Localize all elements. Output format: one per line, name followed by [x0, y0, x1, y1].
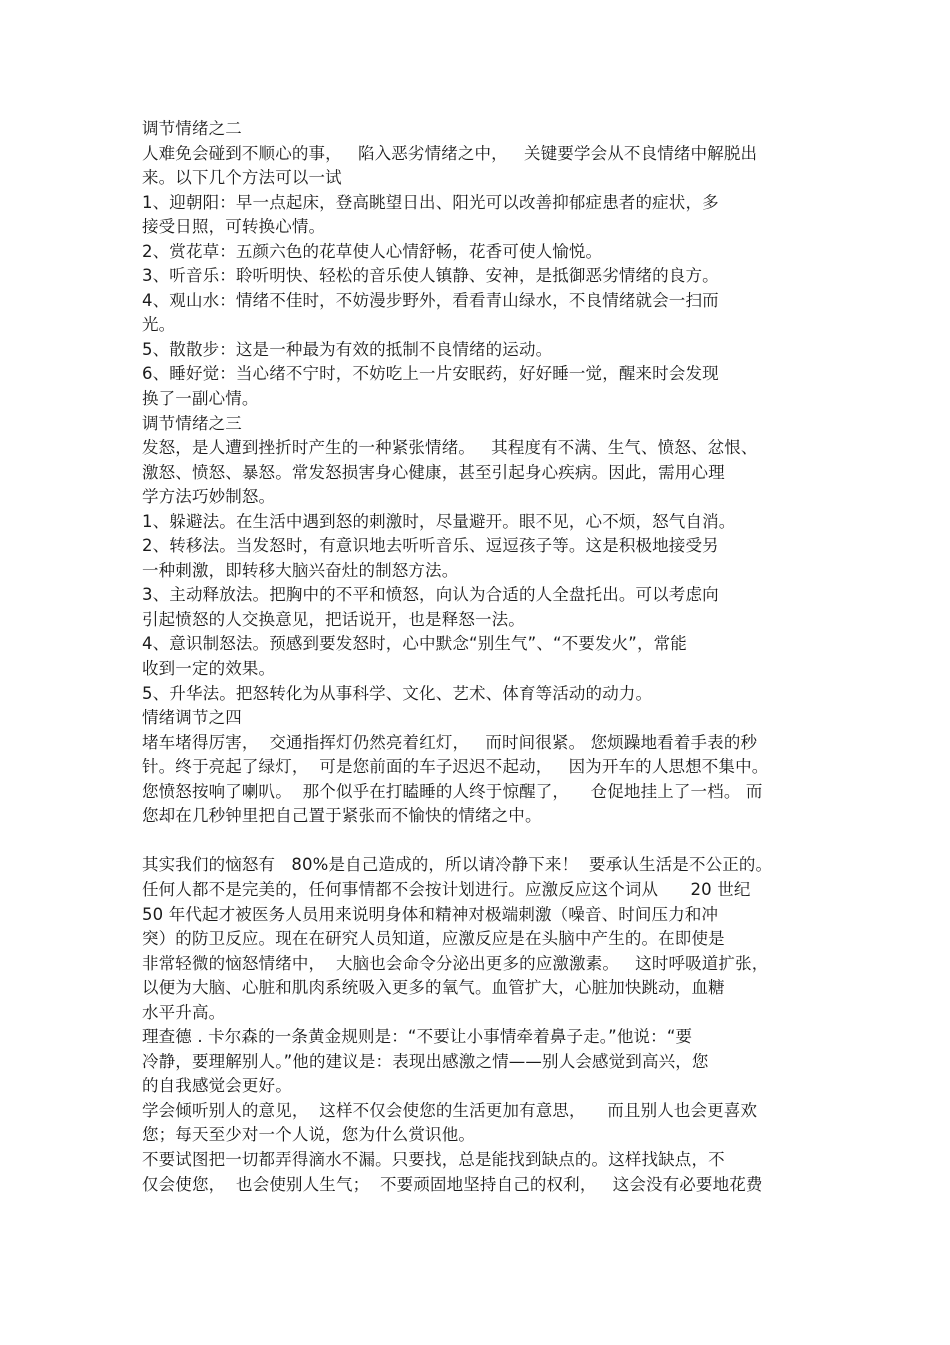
text-line: 以便为大脑、心脏和肌肉系统吸入更多的氧气。血管扩大，心脏加快跳动，血糖: [142, 978, 725, 998]
text-line: 发怒，是人遭到挫折时产生的一种紧张情绪。 其程度有不满、生气、愤怒、忿恨、: [142, 438, 758, 458]
text-line: 其实我们的恼怒有 80%是自己造成的，所以请冷静下来！ 要承认生活是不公正的。: [142, 855, 773, 875]
text-line: 5、升华法。把怒转化为从事科学、文化、艺术、体育等活动的动力。: [142, 683, 653, 703]
text-line: 引起愤怒的人交换意见，把话说开，也是释怒一法。: [142, 609, 525, 629]
text-line: 不要试图把一切都弄得滴水不漏。只要找，总是能找到缺点的。这样找缺点，不: [142, 1149, 725, 1169]
text-line: 收到一定的效果。: [142, 659, 276, 679]
text-line: 您却在几秒钟里把自己置于紧张而不愉快的情绪之中。: [142, 806, 542, 826]
text-line: 水平升高。: [142, 1002, 226, 1022]
text-line: 冷静，要理解别人。”他的建议是：表现出感激之情——别人会感觉到高兴，您: [142, 1051, 709, 1071]
text-line: 50 年代起才被医务人员用来说明身体和精神对极端刺激（噪音、时间压力和冲: [142, 904, 719, 924]
text-line: 换了一副心情。: [142, 389, 259, 409]
text-line: 仅会使您， 也会使别人生气； 不要顽固地坚持自己的权利， 这会没有必要地花费: [142, 1174, 763, 1194]
text-line: 1、躲避法。在生活中遇到怒的刺激时，尽量避开。眼不见，心不烦，怒气自消。: [142, 511, 736, 531]
text-line: 调节情绪之三: [142, 413, 242, 433]
text-line: 1、迎朝阳：早一点起床，登高眺望日出、阳光可以改善抑郁症患者的症状，多: [142, 192, 719, 212]
text-line: 3、主动释放法。把胸中的不平和愤怒，向认为合适的人全盘托出。可以考虑向: [142, 585, 719, 605]
text-line: 接受日照，可转换心情。: [142, 217, 326, 237]
text-line: 6、睡好觉：当心绪不宁时，不妨吃上一片安眠药，好好睡一觉，醒来时会发现: [142, 364, 719, 384]
text-line: 情绪调节之四: [142, 708, 242, 728]
text-line: 一种刺激，即转移大脑兴奋灶的制怒方法。: [142, 560, 459, 580]
text-line: 激怒、愤怒、暴怒。常发怒损害身心健康，甚至引起身心疾病。因此，需用心理: [142, 462, 725, 482]
text-line: 针。终于亮起了绿灯， 可是您前面的车子迟迟不起动， 因为开车的人思想不集中。: [142, 757, 769, 777]
text-line: 调节情绪之二: [142, 119, 242, 138]
text-line: 2、赏花草：五颜六色的花草使人心情舒畅，花香可使人愉悦。: [142, 241, 603, 261]
text-line: 2、转移法。当发怒时，有意识地去听听音乐、逗逗孩子等。这是积极地接受另: [142, 536, 719, 556]
text-line: 堵车堵得厉害， 交通指挥灯仍然亮着红灯， 而时间很紧。 您烦躁地看着手表的秒: [142, 732, 758, 752]
text-line: 学方法巧妙制怒。: [142, 487, 276, 507]
text-line: 您愤怒按响了喇叭。 那个似乎在打瞌睡的人终于惊醒了， 仓促地挂上了一档。 而: [142, 781, 763, 801]
text-line: 5、散散步：这是一种最为有效的抵制不良情绪的运动。: [142, 339, 553, 359]
text-line: 的自我感觉会更好。: [142, 1076, 292, 1096]
text-line: 光。: [142, 315, 176, 335]
text-line: 突）的防卫反应。现在在研究人员知道，应激反应是在头脑中产生的。在即使是: [142, 929, 725, 949]
text-line: 人难免会碰到不顺心的事， 陷入恶劣情绪之中， 关键要学会从不良情绪中解脱出: [142, 143, 758, 163]
text-line: 理查德 . 卡尔森的一条黄金规则是：“不要让小事情牵着鼻子走。”他说：“要: [142, 1027, 693, 1047]
text-line: 非常轻微的恼怒情绪中， 大脑也会命令分泌出更多的应激激素。 这时呼吸道扩张，: [142, 953, 769, 973]
text-line: 3、听音乐：聆听明快、轻松的音乐使人镇静、安神，是抵御恶劣情绪的良方。: [142, 266, 719, 286]
text-line: 4、观山水：情绪不佳时，不妨漫步野外，看看青山绿水，不良情绪就会一扫而: [142, 290, 719, 310]
text-line: 学会倾听别人的意见， 这样不仅会使您的生活更加有意思， 而且别人也会更喜欢: [142, 1100, 758, 1120]
text-line: 任何人都不是完美的，任何事情都不会按计划进行。应激反应这个词从 20 世纪: [142, 879, 751, 899]
document-body: [142, 117, 822, 1197]
text-line: 4、意识制怒法。预感到要发怒时，心中默念“别生气”、“不要发火”，常能: [142, 634, 687, 654]
text-line: 来。以下几个方法可以一试: [142, 168, 342, 188]
blank-line: [142, 829, 822, 854]
text-line: 您；每天至少对一个人说，您为什么赏识他。: [142, 1125, 475, 1145]
